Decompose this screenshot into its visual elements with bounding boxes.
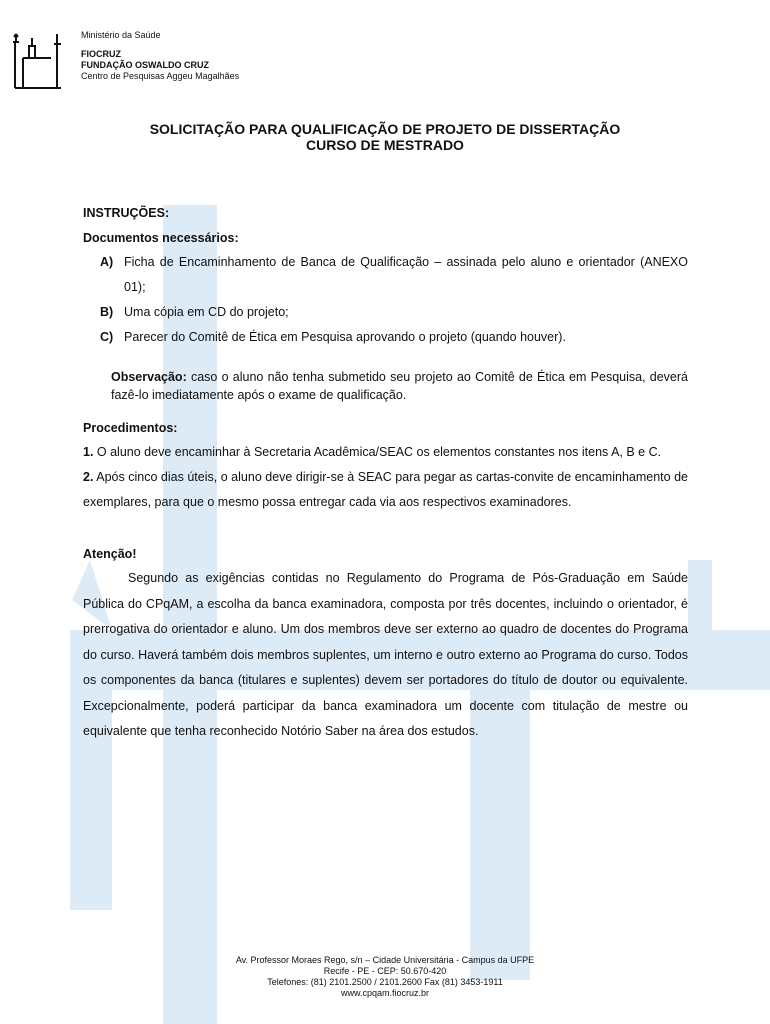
observation-label: Observação: [111,370,187,384]
procedure-text: Após cinco dias úteis, o aluno deve dirigir-se à SEAC para pegar as cartas-convite de encaminhamento de exemplares, para que o mesmo possa entregar cada via aos respectivos examinadores. [83,470,688,509]
footer-line-2: Recife - PE - CEP: 50.670-420 [323,966,447,976]
documents-heading: Documentos necessários: [83,231,239,245]
institution-header [81,30,239,82]
procedure-number: 1. [83,445,94,459]
list-item-text: Parecer do Comitê de Ética em Pesquisa aprovando o projeto (quando houver). [124,330,566,344]
procedures-heading: Procedimentos: [83,421,178,435]
list-item [100,250,688,300]
list-item-text: Ficha de Encaminhamento de Banca de Qualificação – assinada pelo aluno e orientador (ANEXO 01); [124,255,688,294]
footer-website: www.cpqam.fiocruz.br [340,988,430,998]
footer-line-3: Telefones: (81) 2101.2500 / 2101.2600 Fax (81) 3453-1911 [267,977,503,987]
procedure-text: O aluno deve encaminhar à Secretaria Acadêmica/SEAC os elementos constantes nos itens A, B e C. [93,445,662,459]
center-name: Centro de Pesquisas Aggeu Magalhães [81,71,240,81]
title-line-1: SOLICITAÇÃO PARA QUALIFICAÇÃO DE PROJETO DE DISSERTAÇÃO [149,121,621,137]
procedure-item [83,465,688,515]
title-line-2: CURSO DE MESTRADO [306,137,464,153]
procedure-item [83,440,688,465]
document-title [0,121,770,153]
list-item [100,300,688,325]
fiocruz-castle-logo [11,28,73,90]
list-item-letter: A) [100,255,114,269]
footer-line-1: Av. Professor Moraes Rego, s/n – Cidade Universitária - Campus da UFPE [235,955,535,965]
org-full-name: FUNDAÇÃO OSWALDO CRUZ [81,60,209,70]
list-item-letter: B) [100,305,114,319]
list-item [100,325,688,350]
observation-text: caso o aluno não tenha submetido seu projeto ao Comitê de Ética em Pesquisa, deverá fazê-lo imediatamente após o exame de qualificação. [111,370,688,402]
ministry-name: Ministério da Saúde [81,30,161,40]
procedure-number: 2. [83,470,94,484]
org-short-name: FIOCRUZ [81,49,121,59]
footer-address [0,955,770,999]
observation-note [111,368,688,404]
instructions-heading: INSTRUÇÕES: [83,206,170,220]
list-item-text: Uma cópia em CD do projeto; [124,305,289,319]
attention-paragraph: Segundo as exigências contidas no Regulamento do Programa de Pós-Graduação em Saúde Pública do CPqAM, a escolha da banca examinadora, composta por três docentes, incluindo o orientador, é prerrogativa do orientador e aluno. Um dos membros deve ser externo ao quadro de docentes do Programa do curso. Haverá também dois membros suplentes, um interno e outro externo ao Programa do curso. Todos os componentes da banca (titulares e suplentes) devem ser portadores do título de doutor ou equivalente. Excepcionalmente, poderá participar da banca examinadora um docente com titulação de mestre ou equivalente que tenha reconhecido Notório Saber na área dos estudos. [83,571,688,738]
attention-heading: Atenção! [83,547,137,561]
list-item-letter: C) [100,330,114,344]
